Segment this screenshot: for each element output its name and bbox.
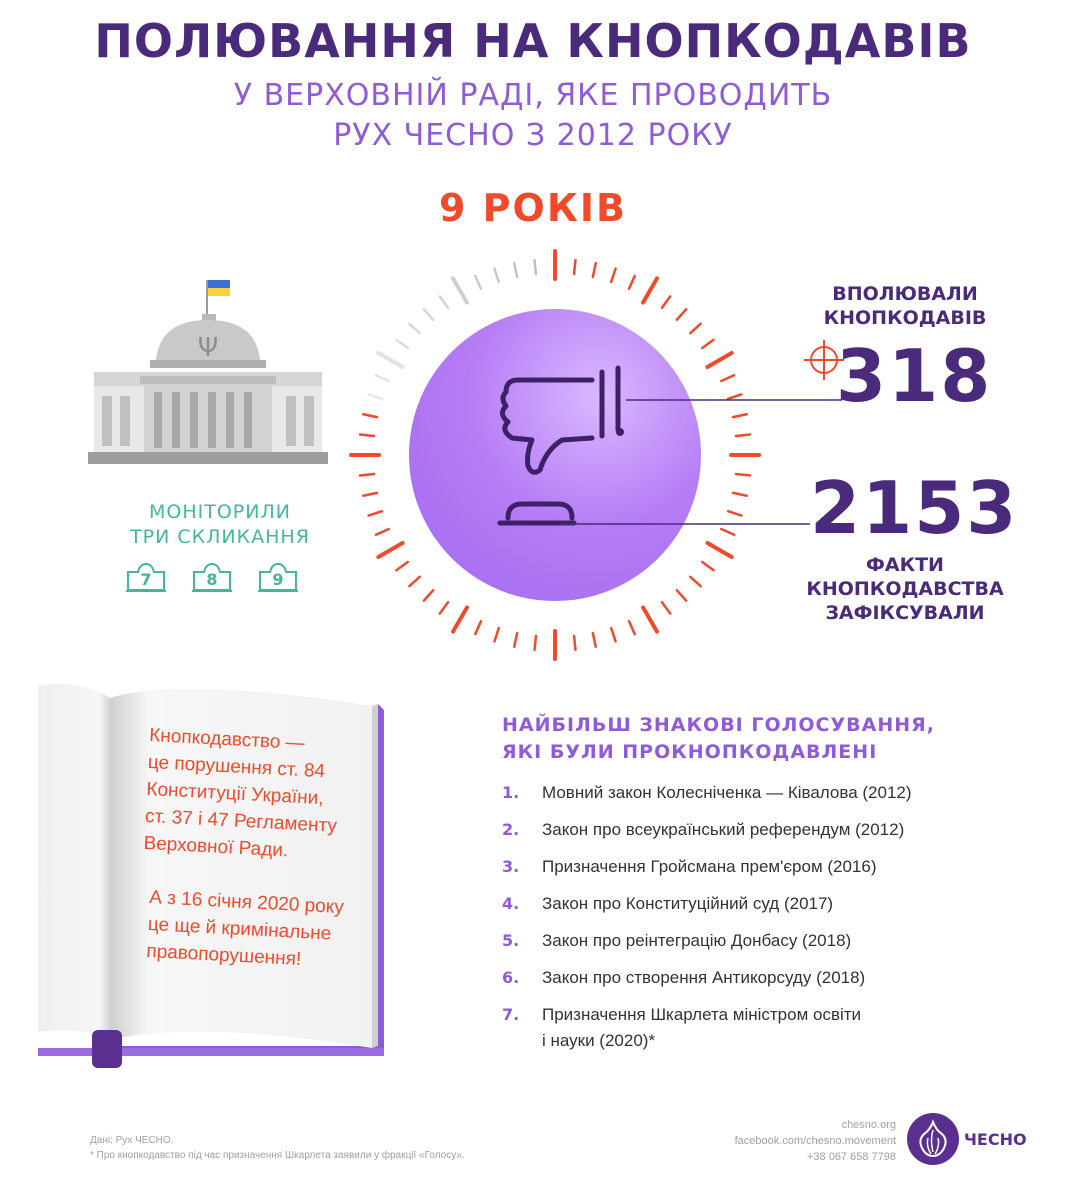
footer-phone: +38 067 658 7798 <box>806 1151 896 1163</box>
clock-tick <box>363 414 377 417</box>
clock-tick <box>707 353 731 367</box>
convocation-number: 7 <box>140 570 152 589</box>
monitoring-label-line1: МОНІТОРИЛИ <box>149 501 291 523</box>
list-item <box>502 817 1042 843</box>
purple-circle <box>409 309 701 601</box>
clock-tick <box>409 577 419 586</box>
clock-tick <box>440 602 448 613</box>
convocation-number: 9 <box>272 570 284 589</box>
book-line: це ще й кримінальне <box>147 913 332 945</box>
vote-text: Мовний закон Колесніченка — Ківалова (2012) <box>542 783 912 802</box>
clock-tick <box>369 394 382 398</box>
clock-tick <box>475 276 481 289</box>
clock-tick <box>424 590 433 600</box>
list-item <box>502 928 1042 954</box>
vote-text: Закон про реінтеграцію Донбасу (2018) <box>542 931 852 950</box>
clock-tick <box>360 474 374 475</box>
clock-tick <box>378 543 402 557</box>
monitoring-label-line2: ТРИ СКЛИКАННЯ <box>130 526 310 548</box>
clock-tick <box>643 607 657 631</box>
clock-tick <box>733 414 747 417</box>
book-line: правопорушення! <box>145 940 302 971</box>
convocation-badge <box>256 560 300 594</box>
vote-number: 4. <box>502 894 520 913</box>
clock-tick <box>593 633 596 647</box>
clock-tick <box>677 590 686 600</box>
clock-tick <box>611 269 615 282</box>
book-line: Конституції України, <box>145 778 325 810</box>
footer-contacts <box>735 1117 896 1165</box>
clock-tick <box>690 324 700 333</box>
caught-label-line1: ВПОЛЮВАЛИ <box>832 283 978 305</box>
book-paragraph-2 <box>146 884 345 975</box>
clock-tick <box>707 543 731 557</box>
book-line: Кнопкодавство — <box>148 724 306 755</box>
footer-facebook-link[interactable]: facebook.com/chesno.movement <box>734 1135 896 1147</box>
clock-tick <box>453 278 467 302</box>
clock-tick <box>363 493 377 496</box>
clock-tick <box>690 577 700 586</box>
convocation-badge <box>124 560 168 594</box>
votes-title <box>502 712 935 766</box>
list-item <box>502 780 1042 806</box>
clock-tick <box>453 607 467 631</box>
clock-tick <box>378 353 402 367</box>
clock-tick <box>514 263 517 277</box>
clock-tick <box>409 324 419 333</box>
footer-note: * Про кнопкодавство під час призначення Шкарлета заявили у фракції «Голосу». <box>90 1150 465 1161</box>
page-subtitle-line1: У ВЕРХОВНІЙ РАДІ, ЯКЕ ПРОВОДИТЬ <box>233 78 833 113</box>
votes-title-line2: ЯКІ БУЛИ ПРОКНОПКОДАВЛЕНІ <box>502 741 878 763</box>
convocation-number: 8 <box>206 570 218 589</box>
list-item <box>502 965 1042 991</box>
clock-tick <box>611 628 615 641</box>
clock-tick <box>728 394 741 398</box>
vote-number: 1. <box>502 783 520 802</box>
page-title: ПОЛЮВАННЯ НА КНОПКОДАВІВ <box>94 14 972 68</box>
clock-tick <box>535 636 536 650</box>
clock-tick <box>733 493 747 496</box>
facts-value: 2153 <box>810 466 1019 550</box>
parliament-building-icon <box>88 272 328 472</box>
clock-tick <box>475 621 481 634</box>
clock-tick <box>376 375 389 381</box>
clock-tick <box>728 511 741 515</box>
vote-number: 7. <box>502 1005 520 1024</box>
book-line: А з 16 січня 2020 року <box>148 886 345 919</box>
clock-tick <box>369 511 382 515</box>
facts-label-line1: ФАКТИ <box>866 554 944 576</box>
votes-list <box>502 780 1042 1065</box>
facts-label-line3: ЗАФІКСУВАЛИ <box>825 602 985 624</box>
clock-tick <box>360 435 374 436</box>
facts-label-line2: КНОПКОДАВСТВА <box>806 578 1004 600</box>
book-line: ст. 37 і 47 Регламенту <box>144 805 338 837</box>
clock-tick <box>736 435 750 436</box>
vote-text-line1: Призначення Шкарлета міністром освіти <box>542 1005 862 1024</box>
clock-tick <box>574 260 575 274</box>
clock-tick <box>702 562 713 570</box>
clock-tick <box>424 309 433 319</box>
footer-notes <box>90 1133 465 1163</box>
clock-tick <box>440 296 448 307</box>
clock-tick <box>396 562 407 570</box>
list-item <box>502 854 1042 880</box>
brand-name: ЧЕСНО <box>964 1130 1027 1149</box>
vote-text-line2: і науки (2020)* <box>542 1031 656 1050</box>
vote-number: 2. <box>502 820 520 839</box>
vote-number: 3. <box>502 857 520 876</box>
clock-tick <box>702 340 713 348</box>
book-line: це порушення ст. 84 <box>147 751 326 783</box>
clock-tick <box>535 260 536 274</box>
page-subtitle-line2: РУХ ЧЕСНО З 2012 РОКУ <box>333 118 733 153</box>
vote-number: 6. <box>502 968 520 987</box>
clock-tick <box>721 375 734 381</box>
vote-text: Закон про Конституційний суд (2017) <box>542 894 834 913</box>
clock-tick <box>574 636 575 650</box>
years-label: 9 РОКІВ <box>439 186 627 230</box>
clock-tick <box>593 263 596 277</box>
clock-tick <box>721 529 734 535</box>
footer-source: Дані: Рух ЧЕСНО. <box>90 1135 174 1146</box>
clock-tick <box>376 529 389 535</box>
vote-text: Закон про створення Антикорсуду (2018) <box>542 968 866 987</box>
vote-text: Закон про всеукраїнський референдум (2012) <box>542 820 905 839</box>
chesno-logo-icon <box>906 1112 960 1166</box>
clock-tick <box>662 296 670 307</box>
votes-title-line1: НАЙБІЛЬШ ЗНАКОВІ ГОЛОСУВАННЯ, <box>502 714 935 736</box>
clock-tick <box>494 628 498 641</box>
svg-text:Ψ: Ψ <box>197 333 219 363</box>
list-item <box>502 891 1042 917</box>
clock-tick <box>494 269 498 282</box>
caught-value: 318 <box>836 334 993 418</box>
clock-tick <box>396 340 407 348</box>
book-line: Верховної Ради. <box>143 832 289 862</box>
clock-dial <box>340 240 770 670</box>
clock-tick <box>677 309 686 319</box>
clock-tick <box>736 474 750 475</box>
list-item <box>502 1002 1042 1054</box>
vote-text <box>542 1002 861 1054</box>
clock-tick <box>662 602 670 613</box>
convocation-badges <box>124 560 304 594</box>
vote-number: 5. <box>502 931 520 950</box>
book-paragraph-1 <box>143 722 342 867</box>
clock-tick <box>629 276 635 289</box>
caught-label-line2: КНОПКОДАВІВ <box>823 307 987 329</box>
clock-tick <box>514 633 517 647</box>
vote-text: Призначення Гройсмана прем'єром (2016) <box>542 857 877 876</box>
clock-tick <box>629 621 635 634</box>
footer-site-link[interactable]: chesno.org <box>841 1119 896 1131</box>
convocation-badge <box>190 560 234 594</box>
clock-tick <box>643 278 657 302</box>
